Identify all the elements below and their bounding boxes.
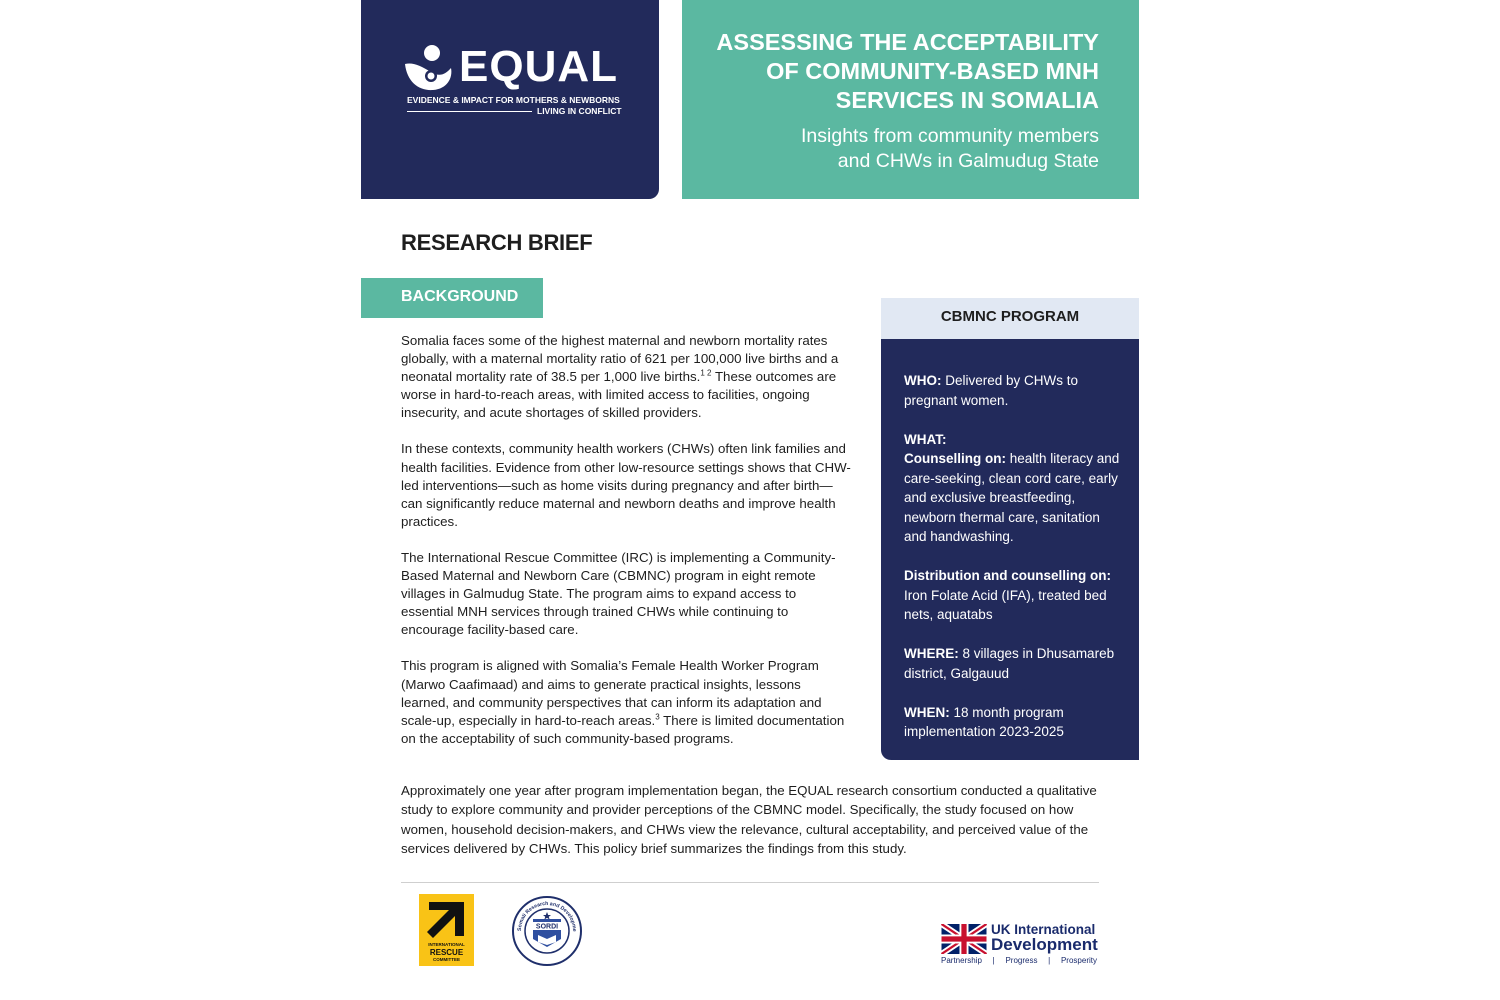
program-sidebar (881, 339, 1139, 760)
paragraph: This program is aligned with Somalia’s Female Health Worker Program (Marwo Caafimaad) and aims to generate practical insights, lessons learned, and community perspectives that can inform its adaptation and scale-up, especially in hard-to-reach areas.$^3$ There is limited documentation on the acceptability of such community-based programs. (401, 658, 845, 746)
paragraph: The International Rescue Committee (IRC) is implementing a Community-Based Maternal and Newborn Care (CBMNC) program in eight remote villages in Galmudug State. The program aims to expand access to essential MNH services through trained CHWs while continuing to encourage facility-based care. (401, 549, 836, 638)
title-panel (682, 0, 1139, 199)
subtitle-line: and CHWs in Galmudug State (837, 150, 1099, 172)
subtitle-line: Insights from community members (801, 125, 1099, 147)
footnote-ref: 1 2 (700, 368, 712, 378)
paragraph: Somalia faces some of the highest maternal and newborn mortality rates globally, with a maternal mortality ratio of 621 per 100,000 live births and a neonatal mortality rate of 38.5 per 1,000 live births.$^{1 2}$ These outcomes are worse in hard-to-reach areas, with limited access to facilities, ongoing insecurity, and acute shortages of skilled providers. (401, 333, 839, 421)
uk-logo-line-1: UK International (991, 922, 1096, 937)
union-jack-icon (941, 924, 987, 954)
equal-logo-panel (361, 0, 659, 199)
page-subtitle (702, 124, 1099, 174)
logo-wordmark: EQUAL (459, 42, 618, 91)
sidebar-what: WHAT: Counselling on: health literacy and care-seeking, clean cord care, early and exclusive breastfeeding, newborn thermal care, sanitation and handwashing. (904, 431, 1120, 544)
irc-text: RESCUE (429, 948, 464, 957)
sordi-logo (511, 895, 583, 967)
logo-tagline: EVIDENCE & IMPACT FOR MOTHERS & NEWBORNS (407, 95, 620, 105)
sordi-ring-text: Somali Research and Developme (516, 900, 578, 932)
uk-tagline: Prosperity (1060, 956, 1097, 965)
logo-rule (407, 111, 532, 112)
paragraph: In these contexts, community health workers (CHWs) often link families and health facilities. Evidence from other low-resource settings shows that CHW-led interventions—such as home visits during pregnancy and after birth—can significantly reduce maternal and newborn deaths and improve health practices. (401, 441, 851, 529)
irc-logo (419, 894, 474, 966)
uk-taglines (941, 956, 1097, 965)
title-line: SERVICES IN SOMALIA (835, 87, 1099, 113)
uk-logo-line-2: Development (991, 935, 1098, 954)
sidebar-where: WHERE: 8 villages in Dhusamareb district, Galgauud (904, 646, 1115, 681)
footnote-ref: 3 (655, 712, 660, 722)
footer-divider (401, 882, 1099, 883)
uk-international-development-logo (941, 922, 1101, 968)
uk-tagline-separator: | (1048, 956, 1051, 965)
equal-logo (401, 42, 631, 116)
sidebar-heading: CBMNC PROGRAM (881, 298, 1139, 339)
title-line: OF COMMUNITY-BASED MNH (766, 58, 1099, 84)
uk-tagline-separator: | (992, 956, 995, 965)
research-brief-page (361, 0, 1139, 1000)
uk-tagline: Progress (1005, 956, 1038, 965)
irc-text: INTERNATIONAL (428, 942, 465, 947)
irc-text: COMMITTEE (433, 957, 460, 962)
research-brief-heading: RESEARCH BRIEF (401, 230, 593, 255)
title-line: ASSESSING THE ACCEPTABILITY (716, 29, 1099, 55)
sidebar-distribution: Distribution and counselling on: Iron Folate Acid (IFA), treated bed nets, aquatabs (904, 568, 1111, 622)
sordi-label: SORDI (535, 923, 559, 931)
logo-tagline-2: LIVING IN CONFLICT (537, 106, 622, 116)
mother-newborn-icon (401, 42, 457, 92)
uk-tagline: Partnership (941, 956, 982, 965)
page-title (702, 28, 1099, 115)
paragraph-full-width: Approximately one year after program implementation began, the EQUAL research consortium conducted a qualitative study to explore community and provider perceptions of the CBMNC model. Specifically, the study focused on how women, household decision-makers, and CHWs view the relevance, cultural acceptability, and perceived value of the services delivered by CHWs. This policy brief summarizes the findings from this study. (401, 783, 1097, 857)
sidebar-when: WHEN: 18 month program implementation 2023-2025 (904, 704, 1064, 739)
background-heading: BACKGROUND (361, 278, 543, 318)
background-body (401, 332, 851, 766)
sidebar-who: WHO: Delivered by CHWs to pregnant women. (904, 373, 1079, 408)
